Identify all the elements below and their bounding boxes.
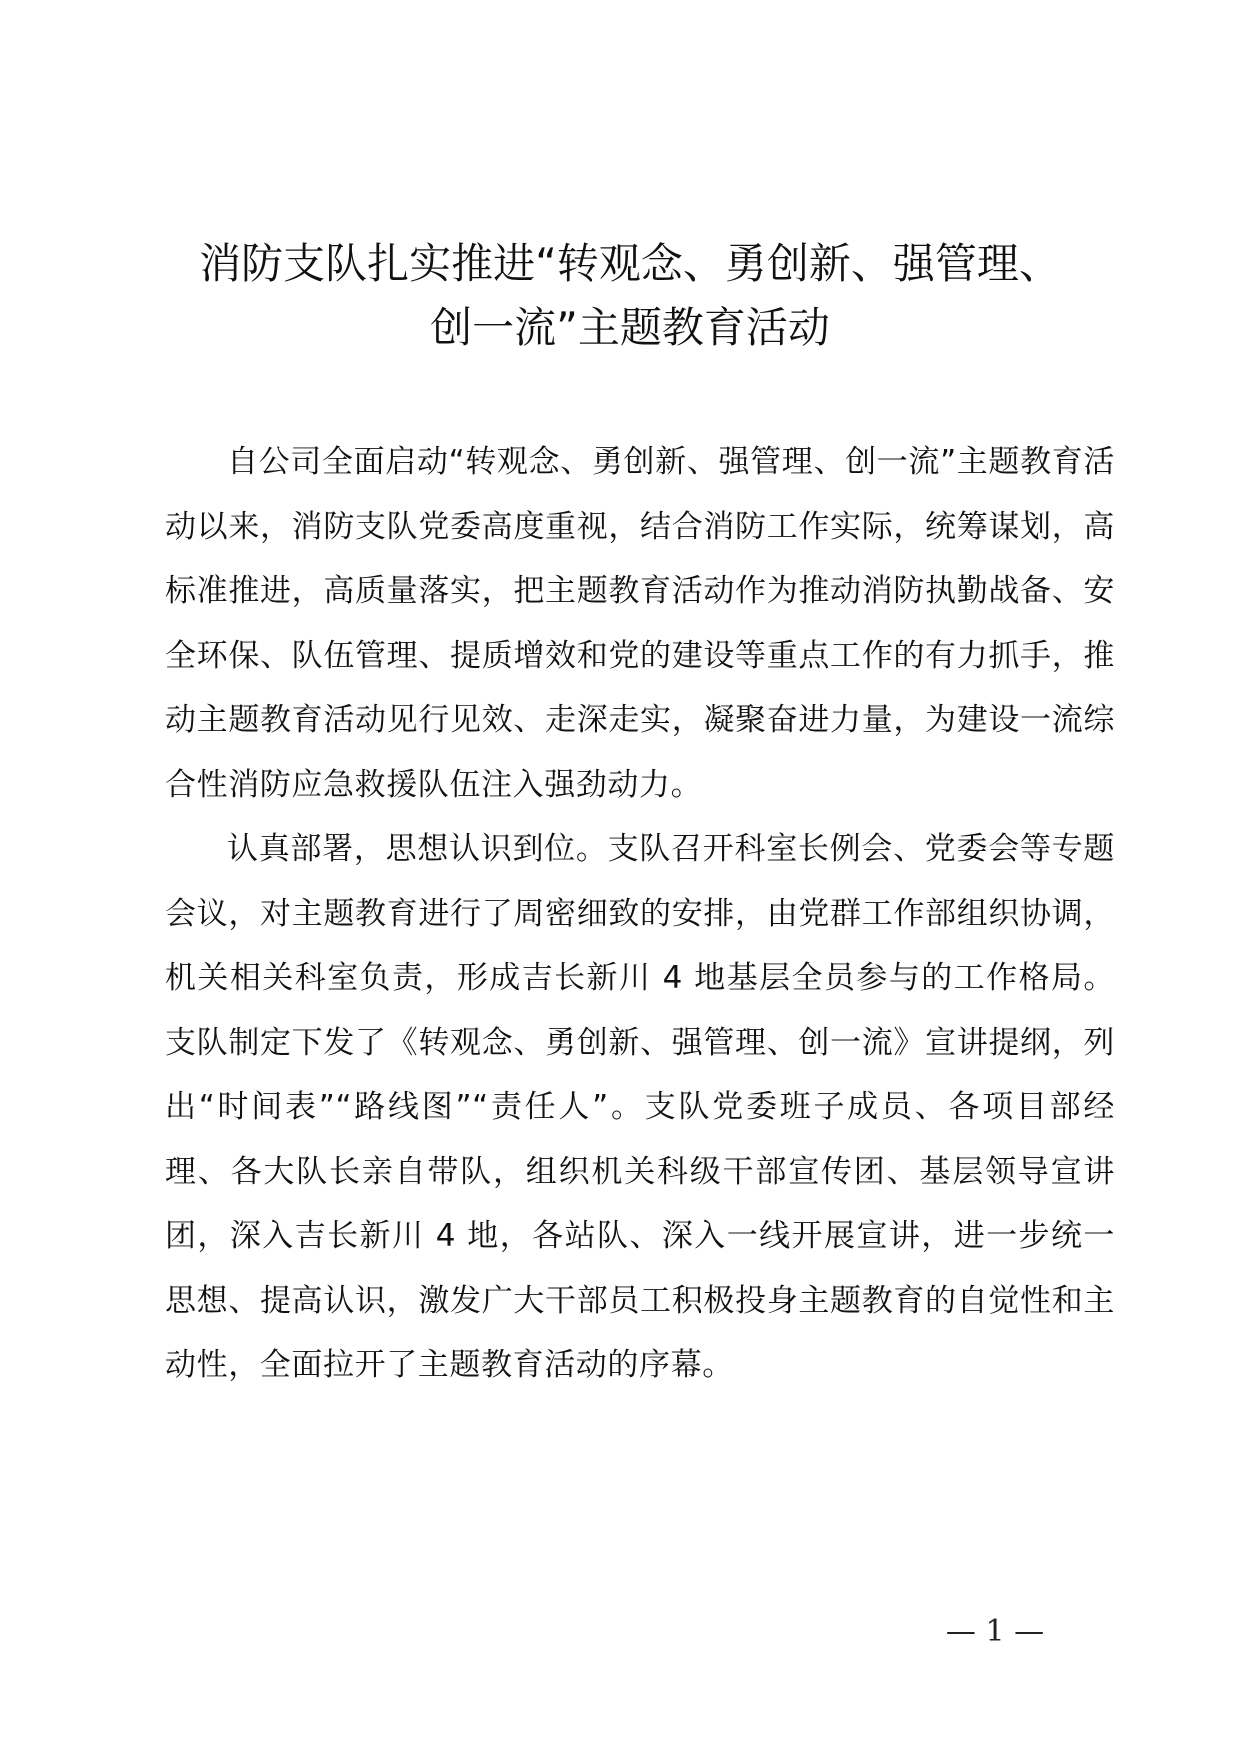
page-number: — 1 —	[945, 1614, 1045, 1649]
document-title-line-2: 创一流”主题教育活动	[430, 303, 830, 352]
body-paragraph-1: 自公司全面启动“转观念、勇创新、强管理、创一流”主题教育活动以来，消防支队党委高度重视，结合消防工作实际，统筹谋划，高标准推进，高质量落实，把主题教育活动作为推动消防执勤战备、安全环保、队伍管理、提质增效和党的建设等重点工作的有力抓手，推动主题教育活动见行见效、走深走实，凝聚奋进力量，为建设一流综合性消防应急救援队伍注入强劲动力。	[165, 444, 1115, 803]
document-body	[165, 430, 1115, 1398]
body-paragraph-2: 认真部署，思想认识到位。支队召开科室长例会、党委会等专题会议，对主题教育进行了周密细致的安排，由党群工作部组织协调，机关相关科室负责，形成吉长新川 4 地基层全员参与的工作格局。支队制定下发了《转观念、勇创新、强管理、创一流》宣讲提纲，列出“时间表”“路线图”“责任人”。支队党委班子成员、各项目部经理、各大队长亲自带队，组织机关科级干部宣传团、基层领导宣讲团，深入吉长新川 4 地，各站队、深入一线开展宣讲，进一步统一思想、提高认识，激发广大干部员工积极投身主题教育的自觉性和主动性，全面拉开了主题教育活动的序幕。	[165, 831, 1115, 1383]
document-title-line-1: 消防支队扎实推进“转观念、勇创新、强管理、	[199, 239, 1061, 288]
document-title	[160, 232, 1100, 360]
